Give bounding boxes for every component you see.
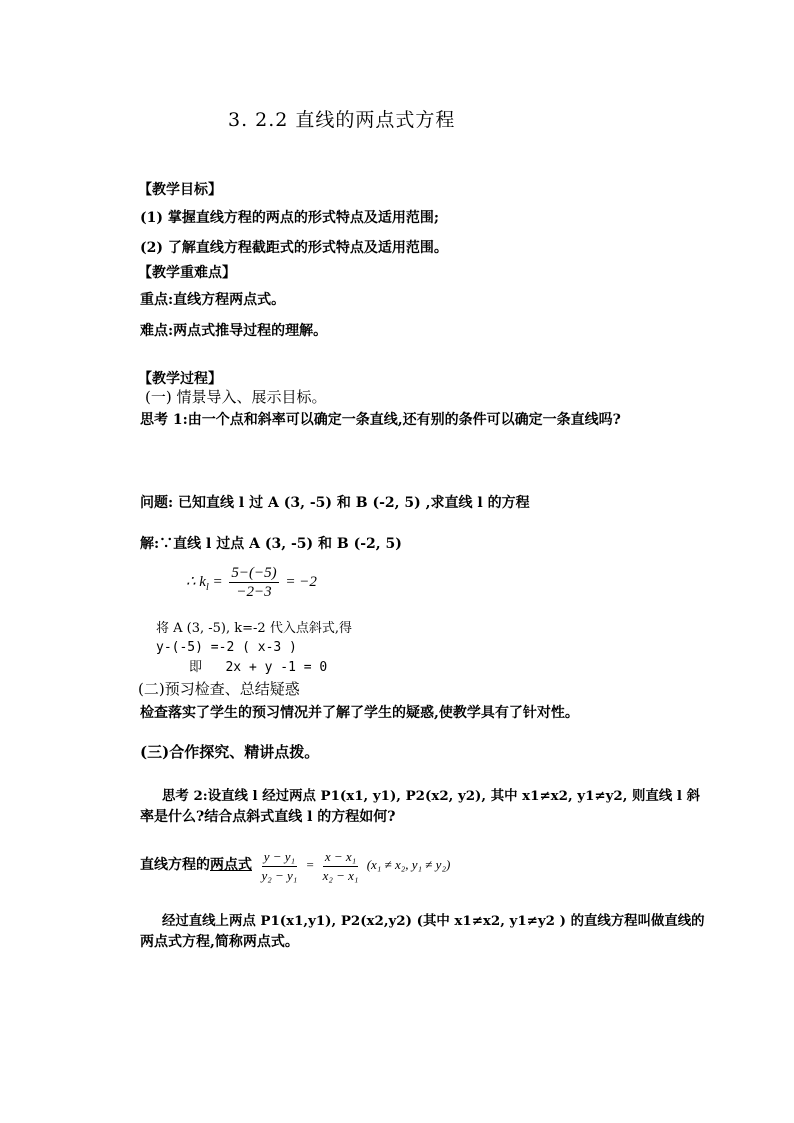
equation-2: 即 2x + y -1 = 0 [189, 660, 328, 675]
slope-result: = −2 [285, 574, 317, 590]
slope-numerator: 5−(−5) [231, 565, 277, 582]
problem-statement: 问题: 已知直线 l 过 A (3, -5) 和 B (-2, 5) ,求直线 l 的方程 [140, 495, 530, 511]
slope-prefix: ∴ k [186, 574, 206, 590]
tp-condition: (x₁ ≠ x₂, y₁ ≠ y₂) [366, 857, 451, 872]
slope-equation [186, 562, 317, 608]
definition-line2: 两点式方程,简称两点式。 [140, 934, 299, 950]
tp-left-fraction [259, 849, 299, 884]
slope-fraction [229, 565, 278, 600]
tp-right-numerator: x − x₁ [323, 849, 358, 867]
think-2-line1: 思考 2:设直线 l 经过两点 P1(x1, y1), P2(x2, y2), 其中 x1≠x2, y1≠y2, 则直线 l 斜 [162, 788, 701, 804]
two-point-label-pre: 直线方程的 [140, 857, 210, 873]
process-header: 【教学过程】 [138, 371, 222, 387]
definition-line1: 经过直线上两点 P1(x1,y1), P2(x2,y2) (其中 x1≠x2, y1≠y2 ) 的直线方程叫做直线的 [162, 913, 705, 929]
tp-right-denominator: x₂ − x₁ [322, 867, 359, 883]
equation-1: y-(-5) =-2 ( x-3 ) [156, 640, 297, 655]
solution-line: 解:∵直线 l 过点 A (3, -5) 和 B (-2, 5) [140, 536, 402, 552]
two-point-form [140, 845, 450, 885]
tp-right-fraction [321, 849, 361, 884]
key-point: 重点:直线方程两点式。 [140, 292, 286, 308]
key-points-header: 【教学重难点】 [138, 265, 236, 281]
objectives-header: 【教学目标】 [138, 182, 222, 198]
tp-left-numerator: y − y₁ [262, 849, 297, 867]
page-title: 3. 2.2 直线的两点式方程 [228, 109, 456, 131]
part3-title: (三)合作探究、精讲点拨。 [140, 743, 320, 761]
two-point-label: 两点式 [210, 857, 252, 873]
part2-text: 检查落实了学生的预习情况并了解了学生的疑惑,使教学具有了针对性。 [140, 705, 579, 721]
two-point-formula [256, 848, 451, 883]
slope-denominator: −2−3 [236, 584, 272, 601]
objective-1: (1) 掌握直线方程的两点的形式特点及适用范围; [140, 210, 440, 226]
tp-eq: = [305, 857, 315, 872]
think-2-line2: 率是什么?结合点斜式直线 l 的方程如何? [140, 809, 396, 825]
part1-title: (一) 情景导入、展示目标。 [145, 388, 327, 406]
substitute-line: 将 A (3, -5), k=-2 代入点斜式,得 [156, 621, 352, 636]
part2-title: (二)预习检查、总结疑惑 [138, 680, 300, 698]
difficulty: 难点:两点式推导过程的理解。 [140, 323, 328, 339]
slope-eq: = [212, 574, 223, 590]
slope-sub: l [205, 582, 209, 593]
think-1: 思考 1:由一个点和斜率可以确定一条直线,还有别的条件可以确定一条直线吗? [140, 412, 621, 428]
tp-left-denominator: y₂ − y₁ [261, 867, 298, 883]
objective-2: (2) 了解直线方程截距式的形式特点及适用范围。 [140, 240, 448, 256]
